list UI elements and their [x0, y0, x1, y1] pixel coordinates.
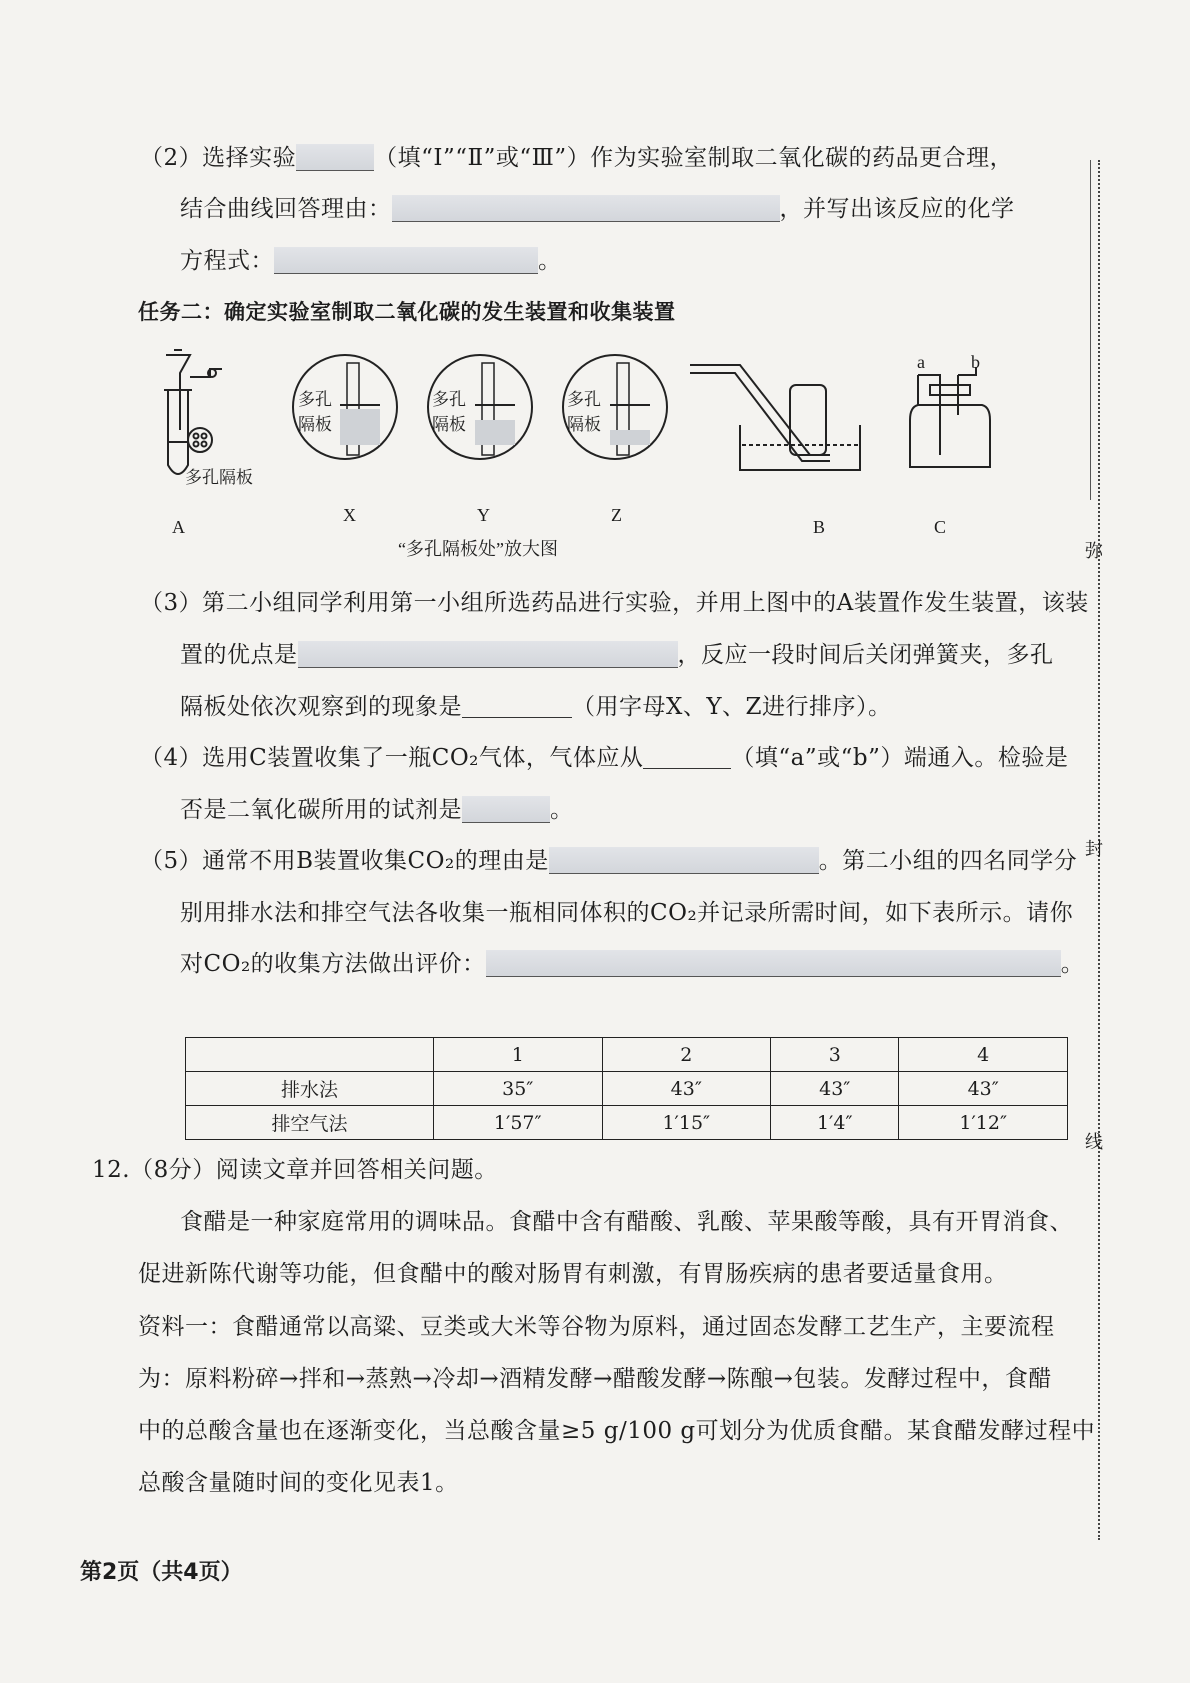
table-row-label: 排空气法 [186, 1106, 434, 1140]
q2-line-1 [140, 143, 1013, 173]
table-header-row [186, 1038, 1068, 1072]
q12-para2-line2: 为：原料粉碎→拌和→蒸熟→冷却→酒精发酵→醋酸发酵→陈酿→包装。发酵过程中，食醋 [138, 1366, 1052, 1392]
apparatus-a-drawing [164, 350, 222, 474]
q4-answer-blank-port[interactable] [643, 746, 731, 769]
apparatus-a-plate-label: 多孔隔板 [185, 468, 253, 487]
table-cell: 1′57″ [434, 1106, 603, 1140]
collection-time-table [185, 1037, 1068, 1140]
table-cell: 43″ [899, 1072, 1068, 1106]
q5-line-3 [180, 949, 1084, 979]
q3-answer-blank-order[interactable] [462, 695, 572, 718]
table-cell: 43″ [602, 1072, 771, 1106]
page-footer: 第2页（共4页） [80, 1560, 243, 1585]
binding-mark-xian: 线 [1085, 1132, 1103, 1153]
q3-line-3 [180, 692, 892, 722]
q2-text: （填“Ⅰ”“Ⅱ”或“Ⅲ”）作为实验室制取二氧化碳的药品更合理， [374, 145, 1014, 171]
magnified-z-text-1: 多孔 [567, 390, 601, 409]
apparatus-c-drawing [910, 367, 990, 467]
q2-line-3 [180, 246, 562, 276]
table-header-cell [186, 1038, 434, 1072]
q3-text: （用字母X、Y、Z进行排序）。 [572, 694, 892, 720]
q4-text: （填“a”或“b”）端通入。检验是 [731, 745, 1069, 771]
q4-answer-blank-reagent[interactable] [462, 796, 550, 823]
q5-line-1 [140, 846, 1077, 876]
q3-answer-blank-advantage[interactable] [298, 641, 678, 668]
apparatus-figure [150, 345, 1010, 540]
q2-text: 方程式： [180, 248, 274, 274]
q2-text: ，并写出该反应的化学 [779, 196, 1015, 222]
q12-para2-line4: 总酸含量随时间的变化见表1。 [138, 1470, 459, 1496]
task2-title: 任务二：确定实验室制取二氧化碳的发生装置和收集装置 [138, 300, 676, 324]
q2-text: （2）选择实验 [140, 145, 297, 171]
magnified-y-text-2: 隔板 [432, 415, 466, 434]
q12-para1-line1: 食醋是一种家庭常用的调味品。食醋中含有醋酸、乳酸、苹果酸等酸，具有开胃消食、 [180, 1209, 1073, 1235]
magnified-x-label: X [343, 505, 356, 525]
magnified-x-text-1: 多孔 [298, 390, 332, 409]
q2-line-2 [180, 194, 1015, 224]
table-cell: 1′12″ [899, 1106, 1068, 1140]
q4-text: 否是二氧化碳所用的试剂是 [180, 797, 462, 823]
q3-line-1: （3）第二小组同学利用第一小组所选药品进行实验，并用上图中的A装置作发生装置，该装 [140, 590, 1089, 616]
magnified-y-label: Y [477, 505, 490, 525]
q5-line-2: 别用排水法和排空气法各收集一瓶相同体积的CO₂并记录所需时间，如下表所示。请你 [180, 900, 1074, 926]
q4-line-2 [180, 795, 574, 825]
magnified-y-text-1: 多孔 [432, 390, 466, 409]
q3-text: 隔板处依次观察到的现象是 [180, 694, 462, 720]
q3-text: ，反应一段时间后关闭弹簧夹，多孔 [677, 642, 1054, 668]
q12-title: 12.（8分）阅读文章并回答相关问题。 [92, 1157, 498, 1183]
magnified-z-text-2: 隔板 [567, 415, 601, 434]
table-row-label: 排水法 [186, 1072, 434, 1106]
table-cell: 1′15″ [602, 1106, 771, 1140]
table-header-cell: 4 [899, 1038, 1068, 1072]
table-cell: 1′4″ [771, 1106, 899, 1140]
q2-text: 结合曲线回答理由： [180, 196, 392, 222]
apparatus-c-port-b: b [971, 352, 980, 372]
table-cell: 35″ [434, 1072, 603, 1106]
apparatus-b-label: B [813, 517, 826, 537]
table-header-cell: 2 [602, 1038, 771, 1072]
figure-caption: “多孔隔板处”放大图 [398, 539, 558, 559]
q5-text: 。第二小组的四名同学分 [818, 848, 1078, 874]
q5-text: （5）通常不用B装置收集CO₂的理由是 [140, 848, 549, 874]
q3-text: 置的优点是 [180, 642, 298, 668]
table-cell: 43″ [771, 1072, 899, 1106]
q5-text: 。 [1060, 951, 1085, 977]
q5-text: 对CO₂的收集方法做出评价： [180, 951, 486, 977]
q3-line-2 [180, 640, 1054, 670]
table-row [186, 1106, 1068, 1140]
q5-answer-blank-evaluation[interactable] [486, 950, 1061, 977]
table-row [186, 1072, 1068, 1106]
apparatus-b-drawing [690, 365, 860, 470]
magnified-z-label: Z [611, 505, 622, 525]
binding-mark-mi: 弥 [1085, 541, 1103, 562]
binding-solid-line [1090, 160, 1091, 500]
q4-line-1 [140, 743, 1068, 773]
q4-text: （4）选用C装置收集了一瓶CO₂气体，气体应从 [140, 745, 644, 771]
table-header-cell: 1 [434, 1038, 603, 1072]
q5-answer-blank-reason[interactable] [549, 847, 819, 874]
q12-para2-line3: 中的总酸含量也在逐渐变化，当总酸含量≥5 g/100 g可划分为优质食醋。某食醋发酵过程中 [138, 1418, 1096, 1444]
apparatus-a-label: A [172, 517, 185, 537]
apparatus-c-port-a: a [917, 352, 925, 372]
q12-para2-line1: 资料一：食醋通常以高粱、豆类或大米等谷物为原料，通过固态发酵工艺生产，主要流程 [138, 1314, 1055, 1340]
q12-para1-line2: 促进新陈代谢等功能，但食醋中的酸对肠胃有刺激，有胃肠疾病的患者要适量食用。 [138, 1261, 1008, 1287]
magnified-x-text-2: 隔板 [298, 415, 332, 434]
table-header-cell: 3 [771, 1038, 899, 1072]
q2-answer-blank-reason[interactable] [392, 195, 780, 222]
apparatus-c-label: C [934, 517, 947, 537]
q2-text: 。 [538, 248, 562, 274]
q2-answer-blank-equation[interactable] [274, 247, 538, 274]
q2-answer-blank-experiment[interactable] [296, 144, 374, 171]
binding-mark-feng: 封 [1085, 839, 1103, 860]
q4-text: 。 [550, 797, 574, 823]
